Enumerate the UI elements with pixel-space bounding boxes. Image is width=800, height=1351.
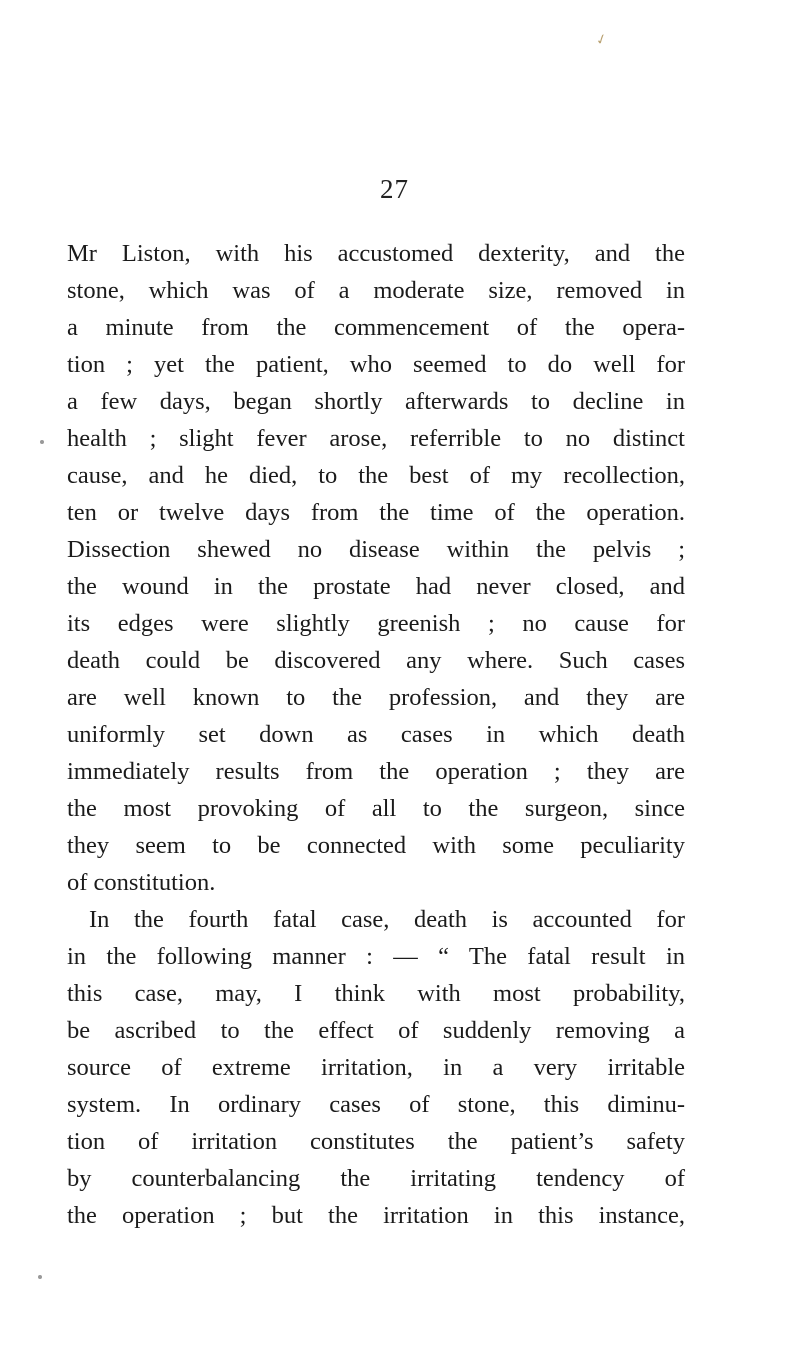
page-number: 27	[380, 174, 409, 204]
text-line: source of extreme irritation, in a very irritable	[67, 1054, 685, 1081]
text-line: tion ; yet the patient, who seemed to do well for	[67, 351, 685, 378]
paragraph-start-line: In the fourth fatal case, death is accounted for	[89, 906, 685, 933]
text-line: cause, and he died, to the best of my recollection,	[67, 462, 685, 489]
paragraph-end-line: of constitution.	[67, 869, 216, 896]
text-line: are well known to the profession, and they are	[67, 684, 685, 711]
text-line: Dissection shewed no disease within the pelvis ;	[67, 536, 685, 563]
text-line: Mr Liston, with his accustomed dexterity, and the	[67, 240, 685, 267]
text-line: the wound in the prostate had never closed, and	[67, 573, 685, 600]
paper-speck	[40, 440, 44, 444]
text-line: the most provoking of all to the surgeon, since	[67, 795, 685, 822]
text-line: uniformly set down as cases in which death	[67, 721, 685, 748]
text-line: this case, may, I think with most probability,	[67, 980, 685, 1007]
text-line: stone, which was of a moderate size, removed in	[67, 277, 685, 304]
text-line: death could be discovered any where. Such cases	[67, 647, 685, 674]
text-line: the operation ; but the irritation in this instance,	[67, 1202, 685, 1229]
text-line: ten or twelve days from the time of the operation.	[67, 499, 685, 526]
text-line: be ascribed to the effect of suddenly removing a	[67, 1017, 685, 1044]
text-line: by counterbalancing the irritating tendency of	[67, 1165, 685, 1192]
text-line: immediately results from the operation ; they are	[67, 758, 685, 785]
text-line: in the following manner : — “ The fatal result in	[67, 943, 685, 970]
text-line: a minute from the commencement of the opera-	[67, 314, 685, 341]
text-line: they seem to be connected with some peculiarity	[67, 832, 685, 859]
text-line: its edges were slightly greenish ; no cause for	[67, 610, 685, 637]
paper-speck	[38, 1275, 42, 1279]
text-line: tion of irritation constitutes the patient’s safety	[67, 1128, 685, 1155]
text-line: health ; slight fever arose, referrible to no distinct	[67, 425, 685, 452]
pencil-mark: ✓	[593, 31, 610, 50]
text-line: system. In ordinary cases of stone, this diminu-	[67, 1091, 685, 1118]
body-text	[67, 235, 685, 1234]
text-line: a few days, began shortly afterwards to decline in	[67, 388, 685, 415]
